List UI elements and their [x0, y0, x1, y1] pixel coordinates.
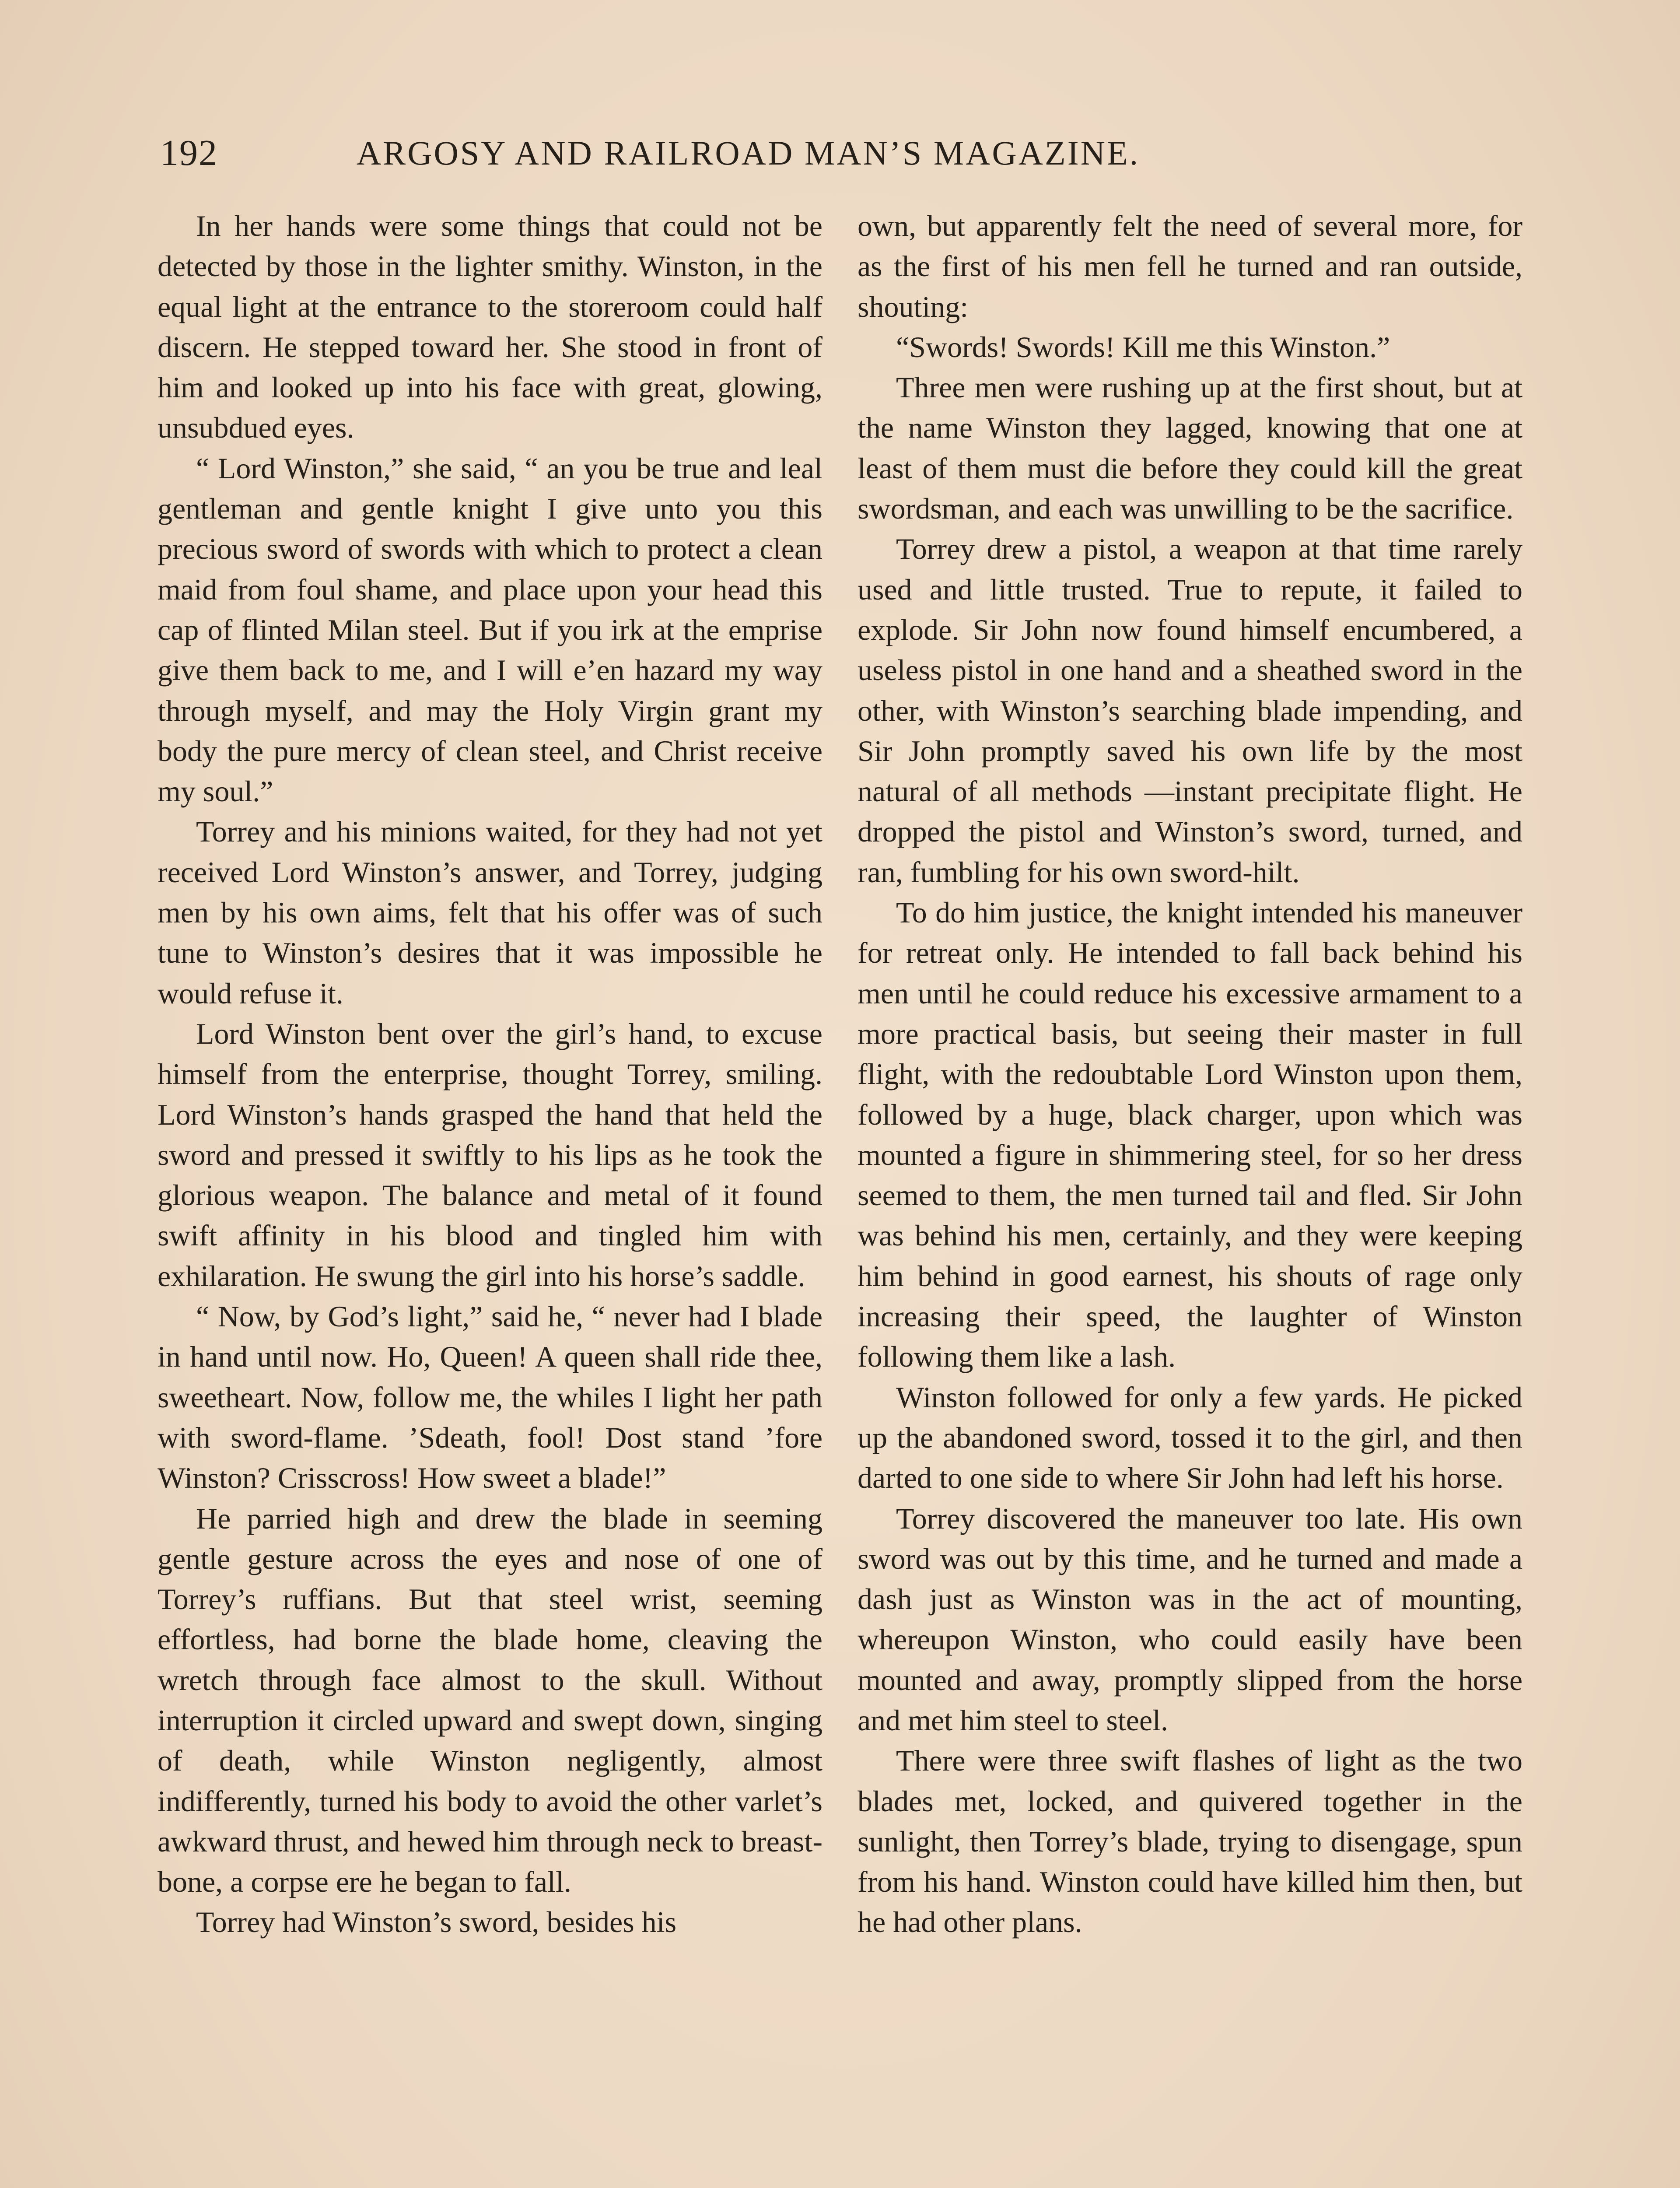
paragraph: Lord Winston bent over the girl’s hand, to excuse himself from the enterprise, thought Torrey, smiling. Lord Winston’s hands grasped the hand that held the sword and pressed it swiftly to his lips as he took the glorious weapon. The balance and metal of it found swift affinity in his blood and tingled him with exhilaration. He swung the girl into his horse’s saddle.	[158, 1017, 822, 1293]
paragraph: Torrey drew a pistol, a weapon at that time rarely used and little trusted. True to repute, it failed to explode. Sir John now found himself encumbered, a useless pistol in one hand and a sheathed sword in the other, with Winston’s searching blade impending, and Sir John promptly saved his own life by the most natural of all methods —instant precipitate flight. He dropped the pistol and Winston’s sword, turned, and ran, fumbling for his own sword-hilt.	[858, 532, 1522, 889]
text-columns	[158, 206, 1527, 2188]
right-column	[858, 206, 1522, 2188]
paragraph: He parried high and drew the blade in seeming gentle gesture across the eyes and nose of one of Torrey’s ruffians. But that steel wrist, seeming effortless, had borne the blade home, cleaving the wretch through face almost to the skull. Without interruption it circled upward and swept down, singing of death, while Winston negligently, almost indifferently, turned his body to avoid the other varlet’s awkward thrust, and hewed him through neck to breast-bone, a corpse ere he began to fall.	[158, 1501, 822, 1899]
page-number: 192	[160, 133, 218, 173]
paragraph: Three men were rushing up at the first shout, but at the name Winston they lagged, knowing that one at least of them must die before they could kill the great swordsman, and each was unwilling to be the sacrifice.	[858, 371, 1522, 526]
paragraph: “ Now, by God’s light,” said he, “ never had I blade in hand until now. Ho, Queen! A queen shall ride thee, sweetheart. Now, follow me, the whiles I light her path with sword-flame. ’Sdeath, fool! Dost stand ’fore Winston? Crisscross! How sweet a blade!”	[158, 1300, 822, 1495]
paragraph: Torrey and his minions waited, for they had not yet received Lord Winston’s answer, and Torrey, judging men by his own aims, felt that his offer was of such tune to Winston’s desires that it was impossible he would refuse it.	[158, 815, 822, 1010]
paragraph: There were three swift flashes of light as the two blades met, locked, and quivered together in the sunlight, then Torrey’s blade, trying to disengage, spun from his hand. Winston could have killed him then, but he had other plans.	[858, 1744, 1522, 1939]
paragraph: Torrey had Winston’s sword, besides his	[196, 1905, 677, 1939]
paragraph: Torrey discovered the maneuver too late. His own sword was out by this time, and he turned and made a dash just as Winston was in the act of mounting, whereupon Winston, who could easily have been mounted and away, promptly slipped from the horse and met him steel to steel.	[858, 1501, 1522, 1737]
page-header	[153, 123, 1343, 184]
paragraph-continued: own, but apparently felt the need of several more, for as the first of his men fell he turned and ran outside, shouting:	[858, 209, 1522, 323]
running-head: ARGOSY AND RAILROAD MAN’S MAGAZINE.	[356, 134, 1140, 172]
paragraph: In her hands were some things that could not be detected by those in the lighter smithy. Winston, in the equal light at the entrance to the storeroom could half discern. He stepped toward her. She stood in front of him and looked up into his face with great, glowing, unsubdued eyes.	[158, 209, 822, 445]
paragraph: “ Lord Winston,” she said, “ an you be true and leal gentleman and gentle knight I give unto you this precious sword of swords with which to protect a clean maid from foul shame, and place upon your head this cap of flinted Milan steel. But if you irk at the emprise give them back to me, and I will e’en hazard my way through myself, and may the Holy Virgin grant my body the pure mercy of clean steel, and Christ receive my soul.”	[158, 451, 822, 808]
left-column	[158, 206, 822, 2188]
paragraph: Winston followed for only a few yards. He picked up the abandoned sword, tossed it to the girl, and then darted to one side to where Sir John had left his horse.	[858, 1380, 1522, 1495]
paragraph: To do him justice, the knight intended his maneuver for retreat only. He intended to fall back behind his men until he could reduce his excessive armament to a more practical basis, but seeing their master in full flight, with the redoubtable Lord Winston upon them, followed by a huge, black charger, upon which was mounted a figure in shimmering steel, for so her dress seemed to them, the men turned tail and fled. Sir John was behind his men, certainly, and they were keeping him behind in good earnest, his shouts of rage only increasing their speed, the laughter of Winston following them like a lash.	[858, 896, 1522, 1374]
paragraph: “Swords! Swords! Kill me this Winston.”	[896, 330, 1390, 364]
